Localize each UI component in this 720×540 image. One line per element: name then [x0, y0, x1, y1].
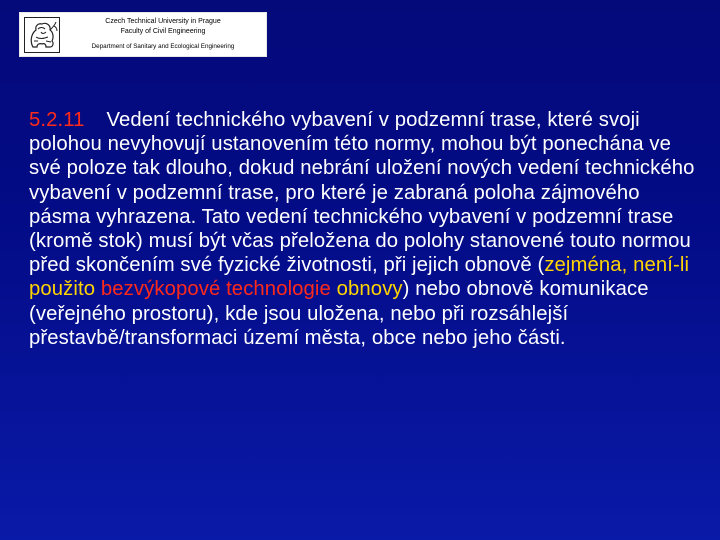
section-number: 5.2.11	[29, 109, 85, 131]
header-box	[19, 12, 267, 57]
ctu-lion-logo-icon	[24, 17, 60, 53]
highlight-red-text: bezvýkopové technologie	[100, 278, 331, 301]
paragraph-text-part2: ) nebo obnově komunikace (veřejného prostoru), kde jsou uložena, nebo při rozsáhlejší přestavbě/transformaci území města, obce nebo jeho části.	[29, 278, 649, 349]
department-name: Department of Sanitary and Ecological Engineering	[91, 43, 235, 50]
university-name: Czech Technical University in Prague	[105, 18, 221, 25]
paragraph-text-part1: Vedení technického vybavení v podzemní trase, které svoji polohou nevyhovují ustanovením této normy, mohou být ponechána ve své poloze tak dlouho, dokud nebrání uložení nových vedení technického vybavení v podzemní trase, pro které je zabraná poloha zájmového pásma vyhrazena. Tato vedení technického vybavení v podzemní trase (kromě stok) musí být včas přeložena do polohy stanovené touto normou před skončením své fyzické životnosti, při jejich obnově (	[29, 109, 695, 277]
faculty-name: Faculty of Civil Engineering	[120, 28, 206, 35]
highlight-yellow-text-2: obnovy	[336, 278, 403, 301]
main-paragraph	[29, 108, 699, 350]
highlight-yellow-text-1: zejména, není-li použito	[29, 254, 690, 301]
